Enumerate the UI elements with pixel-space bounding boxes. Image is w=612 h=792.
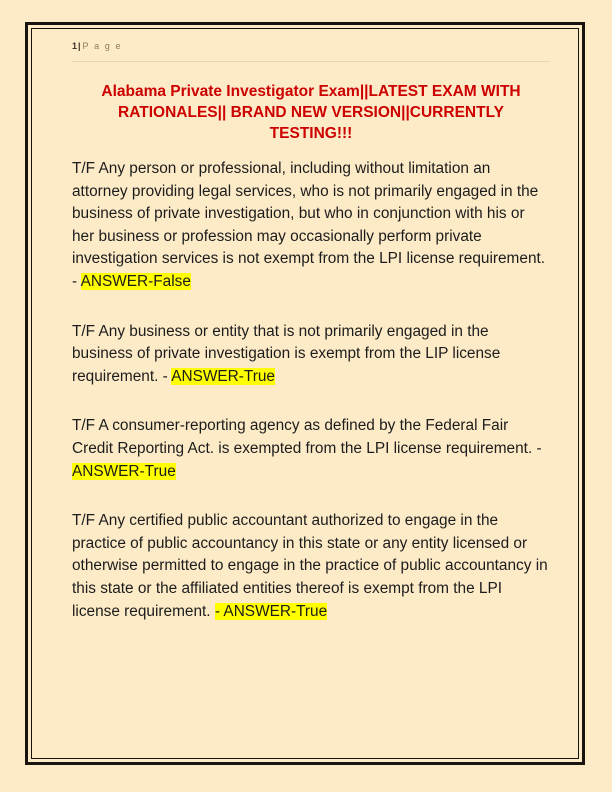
page-border-outer bbox=[25, 22, 585, 765]
qa-item bbox=[72, 415, 550, 483]
answer-highlight: - ANSWER-True bbox=[214, 602, 328, 620]
document-title: Alabama Private Investigator Exam||LATEST EXAM WITH RATIONALES|| BRAND NEW VERSION||CURRENTLY TESTING!!! bbox=[101, 83, 521, 142]
qa-item bbox=[72, 321, 550, 389]
qa-item bbox=[72, 158, 550, 294]
running-header bbox=[72, 40, 550, 53]
page-header-separator: | bbox=[78, 41, 81, 51]
page-border-inner bbox=[31, 28, 579, 759]
page-content bbox=[72, 40, 550, 623]
answer-highlight: ANSWER-False bbox=[80, 272, 191, 290]
page-label: P a g e bbox=[82, 41, 123, 51]
question-text: T/F A consumer-reporting agency as defined by the Federal Fair Credit Reporting Act. is exempted from the LPI license requirement. - bbox=[72, 417, 542, 457]
question-text: T/F Any person or professional, including without limitation an attorney providing legal services, who is not primarily engaged in the business of private investigation, but who in conjunction with his or her business or profession may occasionally perform private investigation services is not exempt from the LPI license requirement. - bbox=[72, 160, 546, 290]
page-number: 1 bbox=[72, 41, 78, 51]
answer-highlight: ANSWER-True bbox=[171, 367, 275, 385]
header-divider bbox=[72, 61, 550, 62]
question-text: T/F Any certified public accountant authorized to engage in the practice of public accountancy in this state or any entity licensed or otherwise permitted to engage in the practice of public accountancy in this state or the affiliated entities thereof is exempt from the LPI license requirement. bbox=[72, 512, 548, 620]
question-list bbox=[72, 158, 550, 623]
qa-item bbox=[72, 510, 550, 623]
answer-highlight: ANSWER-True bbox=[72, 462, 176, 480]
question-text: T/F Any business or entity that is not primarily engaged in the business of private investigation is exempt from the LIP license requirement. - bbox=[72, 322, 501, 385]
